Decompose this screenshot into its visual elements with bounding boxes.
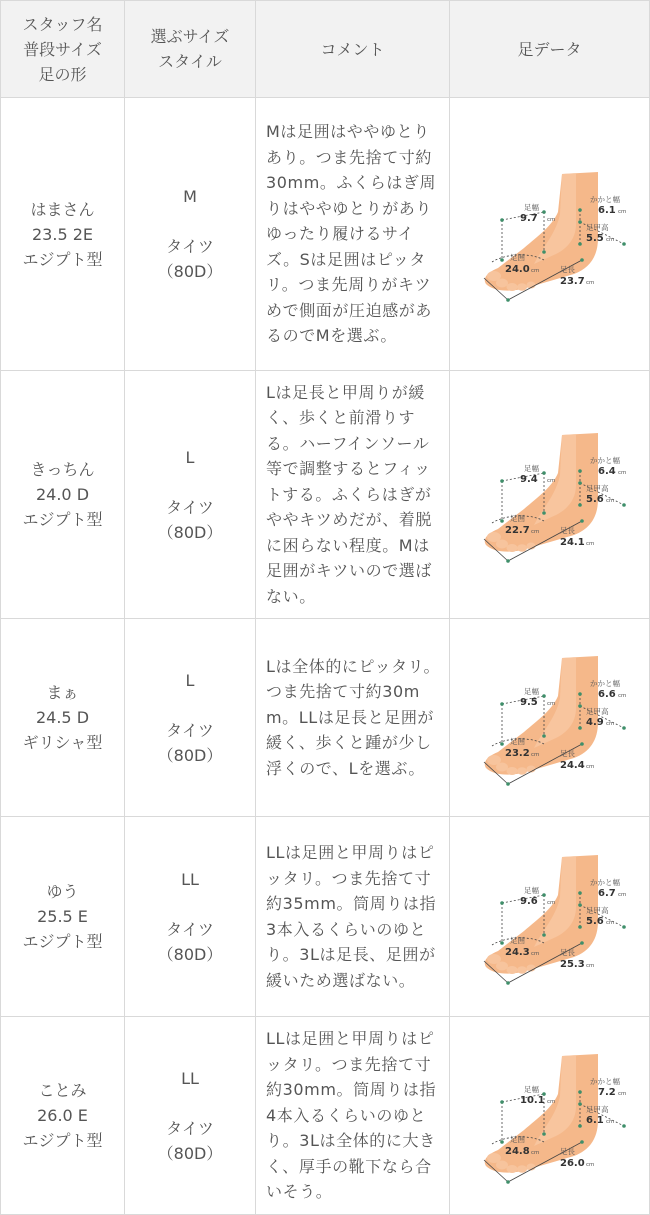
instep-unit: cm: [605, 720, 614, 727]
usual-size: 24.0 D: [35, 485, 90, 504]
table-row: [1, 371, 650, 619]
heel-label: かかと幅: [589, 455, 620, 465]
style-cell: [125, 98, 256, 371]
instep-value: 6.1: [585, 1114, 604, 1126]
girth-label: 足囲: [509, 736, 525, 746]
girth-value: 23.2: [504, 747, 530, 759]
length-label: 足長: [559, 748, 575, 758]
heel-label: かかと幅: [589, 877, 620, 887]
instep-label: 足甲高: [585, 706, 608, 716]
chosen-size: L: [185, 447, 195, 467]
length-value: 26.0: [559, 1157, 585, 1169]
instep-value: 4.9: [585, 716, 604, 728]
length-label: 足長: [559, 265, 575, 274]
heel-label: かかと幅: [589, 1076, 620, 1086]
header-staff-line: 普段サイズ: [23, 39, 102, 59]
girth-unit: cm: [530, 751, 539, 758]
foot-illustration: [484, 172, 597, 291]
heel-value: 6.1: [597, 205, 616, 216]
foot-illustration: [484, 1054, 597, 1173]
instep-label: 足甲高: [585, 1104, 608, 1114]
width-unit: cm: [546, 700, 555, 707]
instep-unit: cm: [605, 1118, 614, 1125]
header-style-line: 選ぶサイズ: [150, 27, 230, 46]
width-label: 足幅: [523, 1084, 539, 1094]
heel-unit: cm: [617, 209, 626, 215]
foot-data-cell: [450, 619, 650, 817]
girth-unit: cm: [530, 528, 539, 535]
foot-diagram: [464, 847, 636, 987]
header-staff: [1, 1, 125, 98]
heel-unit: cm: [617, 692, 626, 699]
girth-label: 足囲: [509, 935, 525, 945]
length-unit: cm: [585, 763, 594, 770]
comment-cell: Mは足囲はややゆとりあり。つま先捨て寸約30mm。ふくらはぎ周りはややゆとりがありゆったり履けるサイズ。Sは足囲はピッタリ。つま先周りがキツめで側面が圧迫感があるのでMを選ぶ。: [256, 98, 450, 371]
header-foot-data: 足データ: [450, 1, 650, 98]
denier: （80D）: [157, 262, 223, 281]
girth-value: 24.0: [504, 264, 530, 275]
style-cell: [125, 619, 256, 817]
denier: （80D）: [157, 1143, 223, 1163]
foot-shape: エジプト型: [22, 249, 103, 269]
foot-data-cell: [450, 1017, 650, 1215]
length-unit: cm: [585, 280, 594, 286]
denier: （80D）: [157, 745, 223, 765]
staff-name: まぁ: [46, 683, 79, 702]
heel-value: 6.6: [597, 688, 616, 700]
length-unit: cm: [585, 1161, 594, 1168]
width-unit: cm: [546, 217, 555, 223]
comment-cell: LLは足囲と甲周りはピッタリ。つま先捨て寸約30mm。筒周りは指4本入るくらいのゆとり。3Lは全体的に大きく、厚手の靴下なら合いそう。: [256, 1017, 450, 1215]
girth-unit: cm: [530, 268, 539, 274]
girth-unit: cm: [530, 950, 539, 957]
instep-unit: cm: [605, 497, 614, 504]
comment-cell: Lは足長と甲周りが緩く、歩くと前滑りする。ハーフインソール等で調整するとフィットする。ふくらはぎがややキツめだが、着脱に困らない程度。Mは足囲がキツいので選ばない。: [256, 371, 450, 619]
style-cell: [125, 371, 256, 619]
girth-unit: cm: [530, 1149, 539, 1156]
header-style: [125, 1, 256, 98]
heel-unit: cm: [617, 891, 626, 898]
foot-diagram: [464, 425, 636, 565]
style-name: タイツ: [166, 720, 214, 740]
girth-value: 22.7: [504, 524, 530, 536]
heel-value: 6.7: [597, 887, 616, 899]
style-name: タイツ: [166, 1118, 214, 1138]
denier: （80D）: [157, 944, 223, 964]
heel-unit: cm: [617, 469, 626, 476]
length-unit: cm: [585, 540, 594, 547]
heel-value: 7.2: [597, 1086, 616, 1098]
instep-label: 足甲高: [585, 905, 608, 915]
staff-name: きっちん: [30, 460, 95, 479]
width-label: 足幅: [523, 463, 539, 473]
width-unit: cm: [546, 899, 555, 906]
length-value: 23.7: [559, 276, 585, 287]
width-unit: cm: [546, 477, 555, 484]
foot-illustration: [484, 855, 597, 974]
foot-shape: エジプト型: [22, 1131, 103, 1150]
denier: （80D）: [157, 522, 223, 542]
width-value: 9.6: [519, 895, 538, 907]
foot-diagram: [464, 648, 636, 788]
staff-cell: [1, 619, 125, 817]
instep-value: 5.6: [585, 915, 604, 927]
length-unit: cm: [585, 962, 594, 969]
foot-shape: エジプト型: [22, 510, 103, 529]
foot-data-cell: [450, 817, 650, 1017]
table-row: [1, 98, 650, 371]
table-row: [1, 817, 650, 1017]
foot-shape: ギリシャ型: [22, 733, 103, 752]
usual-size: 25.5 E: [37, 907, 88, 926]
style-cell: [125, 1017, 256, 1215]
comment-cell: LLは足囲と甲周りはピッタリ。つま先捨て寸約35mm。筒周りは指3本入るくらいのゆとり。3Lは足長、足囲が緩いため選ばない。: [256, 817, 450, 1017]
instep-value: 5.5: [585, 233, 604, 244]
length-value: 24.4: [559, 759, 585, 771]
heel-label: かかと幅: [589, 195, 620, 204]
table-row: [1, 1017, 650, 1215]
style-name: タイツ: [166, 919, 214, 939]
usual-size: 26.0 E: [37, 1106, 88, 1125]
girth-value: 24.8: [504, 1145, 530, 1157]
girth-label: 足囲: [509, 1134, 525, 1144]
chosen-size: L: [185, 670, 195, 690]
instep-unit: cm: [605, 919, 614, 926]
heel-value: 6.4: [597, 465, 616, 477]
staff-name: ゆう: [46, 882, 79, 901]
length-label: 足長: [559, 1146, 575, 1156]
width-value: 9.5: [519, 696, 538, 708]
girth-label: 足囲: [509, 253, 525, 262]
foot-diagram: [464, 164, 636, 304]
length-label: 足長: [559, 947, 575, 957]
heel-label: かかと幅: [589, 678, 620, 688]
usual-size: 23.5 2E: [32, 224, 93, 244]
table-row: [1, 619, 650, 817]
usual-size: 24.5 D: [35, 708, 90, 727]
instep-label: 足甲高: [585, 483, 608, 493]
width-value: 9.4: [519, 473, 538, 485]
chosen-size: M: [183, 187, 197, 206]
staff-name: ことみ: [38, 1081, 87, 1100]
comment-cell: Lは全体的にピッタリ。つま先捨て寸約30mm。LLは足長と足囲が緩く、歩くと踵が少し浮くので、Lを選ぶ。: [256, 619, 450, 817]
length-value: 25.3: [559, 958, 585, 970]
style-cell: [125, 817, 256, 1017]
foot-data-cell: [450, 371, 650, 619]
width-unit: cm: [546, 1098, 555, 1105]
length-label: 足長: [559, 525, 575, 535]
header-staff-line: 足の形: [38, 64, 87, 84]
header-staff-line: スタッフ名: [22, 14, 103, 34]
chosen-size: LL: [181, 1068, 199, 1088]
staff-cell: [1, 371, 125, 619]
girth-label: 足囲: [509, 513, 525, 523]
header-comment: コメント: [256, 1, 450, 98]
foot-illustration: [484, 656, 597, 775]
header-row: [1, 1, 650, 98]
staff-cell: [1, 817, 125, 1017]
staff-cell: [1, 1017, 125, 1215]
width-label: 足幅: [523, 203, 539, 212]
chosen-size: LL: [181, 869, 199, 889]
instep-unit: cm: [605, 237, 614, 243]
heel-unit: cm: [617, 1090, 626, 1097]
style-name: タイツ: [166, 237, 214, 256]
foot-shape: エジプト型: [22, 932, 103, 951]
width-value: 9.7: [519, 213, 538, 224]
staff-cell: [1, 98, 125, 371]
girth-value: 24.3: [504, 946, 530, 958]
staff-name: はまさん: [30, 199, 95, 219]
length-value: 24.1: [559, 536, 585, 548]
width-value: 10.1: [519, 1094, 545, 1106]
style-name: タイツ: [166, 497, 214, 517]
header-style-line: スタイル: [158, 52, 222, 71]
foot-illustration: [484, 433, 597, 552]
foot-diagram: [464, 1046, 636, 1186]
instep-label: 足甲高: [585, 223, 608, 232]
width-label: 足幅: [523, 885, 539, 895]
foot-data-cell: [450, 98, 650, 371]
width-label: 足幅: [523, 686, 539, 696]
instep-value: 5.6: [585, 493, 604, 505]
